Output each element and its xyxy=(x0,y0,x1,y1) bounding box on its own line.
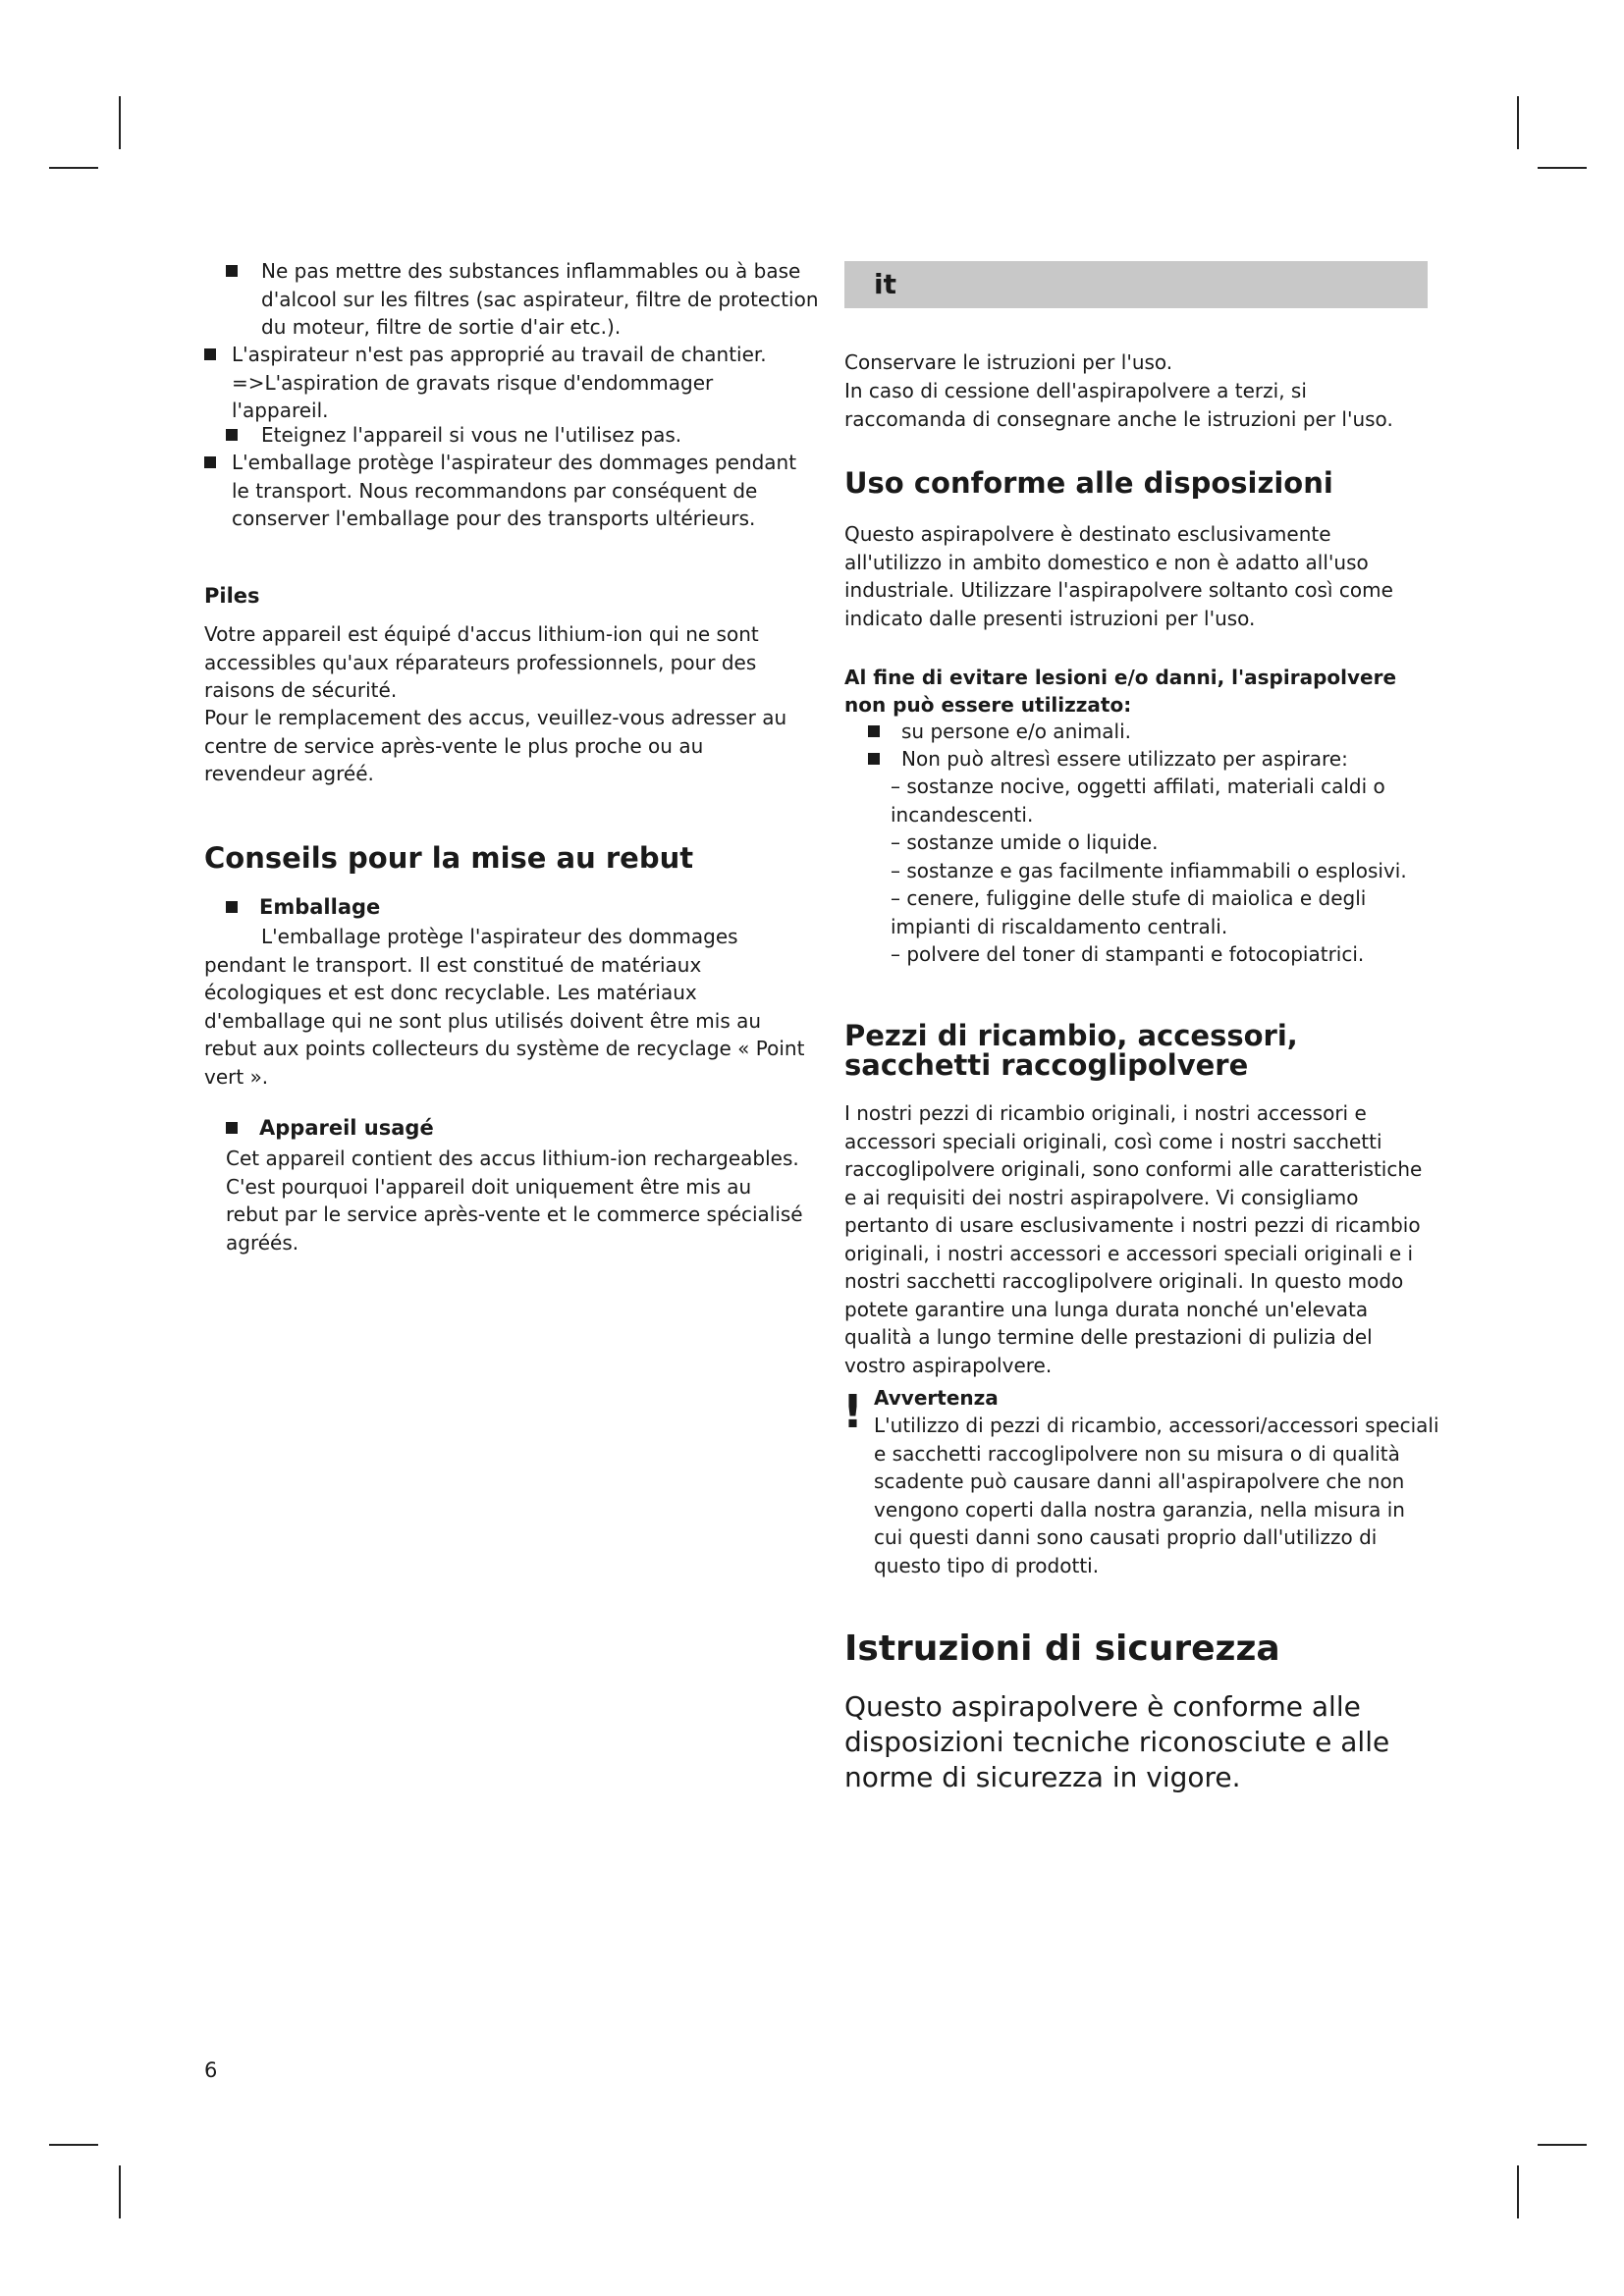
piles-text: Votre appareil est équipé d'accus lithium-ion qui ne sont accessibles qu'aux réparateurs professionnels, pour des raisons de sécurité. xyxy=(204,622,759,702)
piles-text-2: Pour le remplacement des accus, veuillez-vous adresser au centre de service après-vente le plus proche ou au revendeur agréé. xyxy=(204,706,787,785)
bullet-square-icon xyxy=(226,1122,238,1134)
language-label: it xyxy=(874,268,896,300)
crop-mark xyxy=(49,167,98,169)
list-item-text: Eteignez l'appareil si vous ne l'utilisez pas. xyxy=(261,423,682,447)
intended-use-heading: Uso conforme alle disposizioni xyxy=(844,466,1333,500)
crop-mark xyxy=(119,2165,121,2218)
dash-item: – cenere, fuliggine delle stufe di maiolica e degli impianti di riscaldamento centrali. xyxy=(891,886,1367,938)
list-item xyxy=(868,745,1348,774)
language-tab xyxy=(844,261,1428,308)
piles-heading: Piles xyxy=(204,584,260,608)
list-item xyxy=(226,893,380,921)
list-item xyxy=(226,1114,434,1142)
warning-lead: Al fine di evitare lesioni e/o danni, l'aspirapolvere non può essere utilizzato: xyxy=(844,666,1397,717)
list-item xyxy=(204,449,805,533)
bullet-square-icon xyxy=(204,456,216,468)
packaging-text: L'emballage protège l'aspirateur des dommages pendant le transport. Il est constitué de matériaux écologiques et est donc recyclable. Les matériaux d'emballage qui ne sont plus utilisés doivent être mis au rebut aux points collecteurs du système de recyclage « Point vert ». xyxy=(204,925,805,1089)
warning-heading: Avvertenza xyxy=(874,1386,999,1410)
list-item-text: su persone e/o animali. xyxy=(901,720,1132,743)
crop-mark xyxy=(1538,2144,1587,2146)
crop-mark xyxy=(119,96,121,149)
intro-text-2: In caso di cessione dell'aspirapolvere a terzi, si raccomanda di consegnare anche le istruzioni per l'uso. xyxy=(844,379,1393,431)
bullet-square-icon xyxy=(226,429,238,441)
list-item xyxy=(226,421,827,450)
page-number: 6 xyxy=(204,2058,218,2082)
safety-intro: Questo aspirapolvere è conforme alle disposizioni tecniche riconosciute e alle norme di sicurezza in vigore. xyxy=(844,1690,1390,1793)
warning-text: L'utilizzo di pezzi di ricambio, accessori/accessori speciali e sacchetti raccoglipolvere non su misura o di qualità scadente può causare danni all'aspirapolvere che non vengono coperti dalla nostra garanzia, nella misura in cui questi danni sono causati proprio dall'utilizzo di questo tipo di prodotti. xyxy=(874,1414,1439,1577)
list-item-text: L'emballage protège l'aspirateur des dommages pendant le transport. Nous recommandons par conséquent de conserver l'emballage pour des transports ultérieurs. xyxy=(232,451,797,530)
spare-parts-heading: Pezzi di ricambio, accessori, sacchetti raccoglipolvere xyxy=(844,1019,1298,1082)
crop-mark xyxy=(1538,167,1587,169)
bullet-square-icon xyxy=(226,901,238,913)
dash-item: – sostanze e gas facilmente infiammabili o esplosivi. xyxy=(891,858,1407,882)
warning-icon: ! xyxy=(842,1385,863,1438)
list-item xyxy=(868,718,1131,746)
safety-heading: Istruzioni di sicurezza xyxy=(844,1629,1280,1669)
list-item-text: Non può altresì essere utilizzato per aspirare: xyxy=(901,747,1348,771)
packaging-heading: Emballage xyxy=(259,895,381,919)
intended-use-text: Questo aspirapolvere è destinato esclusivamente all'utilizzo in ambito domestico e non è adatto all'uso industriale. Utilizzare l'aspirapolvere soltanto così come indicato dalle presenti istruzioni per l'uso. xyxy=(844,522,1393,630)
crop-mark xyxy=(1517,2165,1519,2218)
dash-list xyxy=(891,773,1434,969)
list-item xyxy=(204,341,805,425)
dash-item: – polvere del toner di stampanti e fotocopiatrici. xyxy=(891,942,1365,966)
spare-parts-text: I nostri pezzi di ricambio originali, i nostri accessori e accessori speciali originali, così come i nostri sacchetti raccoglipolvere originali, sono conformi alle caratteristiche e ai requisiti dei nostri aspirapolvere. Vi consigliamo pertanto di usare esclusivamente i nostri pezzi di ricambio originali, i nostri accessori e accessori speciali originali e i nostri sacchetti raccoglipolvere originali. In questo modo potete garantire una lunga durata nonché un'elevata qualità a lungo termine delle prestazioni di pulizia del vostro aspirapolvere. xyxy=(844,1101,1423,1377)
bullet-square-icon xyxy=(868,753,880,765)
list-item-text: L'aspirateur n'est pas approprié au travail de chantier. =>L'aspiration de gravats risque d'endommager l'appareil. xyxy=(232,343,767,422)
bullet-square-icon xyxy=(204,348,216,360)
dash-item: – sostanze umide o liquide. xyxy=(891,830,1159,854)
crop-mark xyxy=(49,2144,98,2146)
dash-item: – sostanze nocive, oggetti affilati, materiali caldi o incandescenti. xyxy=(891,774,1385,827)
intro-text: Conservare le istruzioni per l'uso. xyxy=(844,350,1173,374)
list-item-text: Ne pas mettre des substances inflammables ou à base d'alcool sur les filtres (sac aspirateur, filtre de protection du moteur, filtre de sortie d'air etc.). xyxy=(261,259,819,339)
disposal-heading: Conseils pour la mise au rebut xyxy=(204,841,694,875)
used-appliance-heading: Appareil usagé xyxy=(259,1116,434,1140)
bullet-square-icon xyxy=(226,265,238,277)
crop-mark xyxy=(1517,96,1519,149)
used-appliance-text: Cet appareil contient des accus lithium-ion rechargeables. C'est pourquoi l'appareil doit uniquement être mis au rebut par le service après-vente et le commerce spécialisé agréés. xyxy=(226,1147,803,1255)
list-item xyxy=(226,257,827,342)
bullet-square-icon xyxy=(868,725,880,737)
